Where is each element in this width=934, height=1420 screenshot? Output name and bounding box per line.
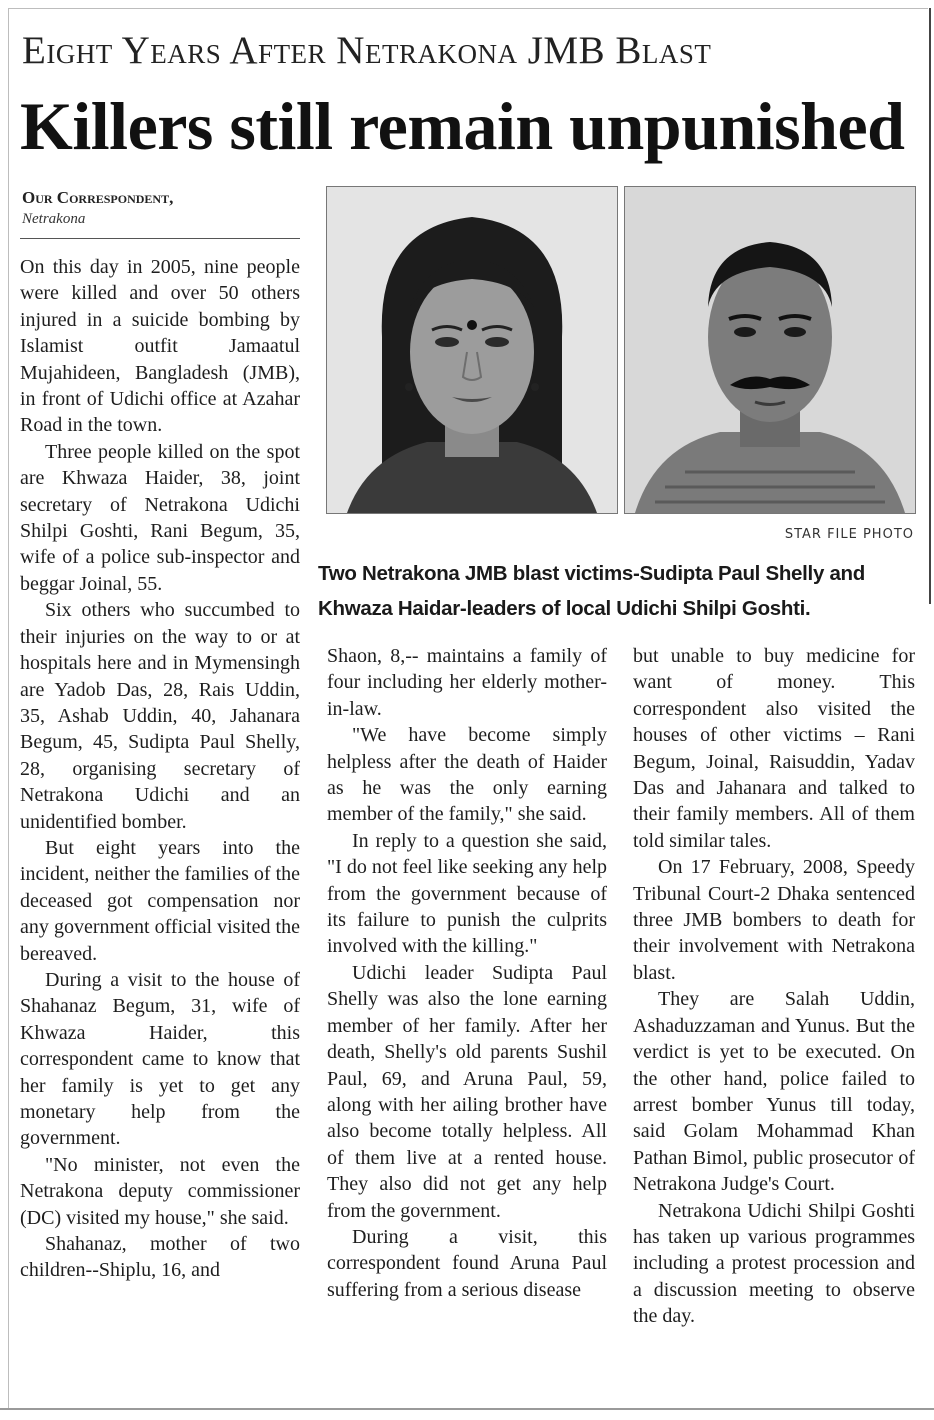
article-headline: Killers still remain unpunished (20, 88, 905, 164)
page-frame-top (8, 8, 928, 9)
dateline: Netrakona (22, 211, 86, 227)
photo-caption-line-1: Two Netrakona JMB blast victims-Sudipta Paul Shelly and (318, 562, 865, 585)
article-kicker: Eight Years After Netrakona JMB Blast (22, 29, 712, 72)
paragraph: "We have become simply helpless after the death of Haider as he was the only earning member of the family," she said. (327, 724, 607, 826)
photo-credit: STAR FILE PHOTO (784, 527, 914, 542)
page-frame-left (8, 8, 9, 1410)
paragraph: During a visit to the house of Shahanaz Begum, 31, wife of Khwaza Haider, this correspondent came to know that her family is yet to get any monetary help from the government. (20, 968, 300, 1150)
paragraph: "No minister, not even the Netrakona deputy commissioner (DC) visited my house," she said. (20, 1153, 300, 1229)
page-frame-bottom (0, 1408, 934, 1410)
page-frame-right (929, 8, 931, 604)
portrait-man-icon (625, 187, 915, 513)
photo-sudipta-paul-shelly (326, 186, 618, 514)
paragraph: Shaon, 8,-- maintains a family of four including her elderly mother-in-law. (327, 645, 607, 720)
paragraph: Shahanaz, mother of two children--Shiplu, 16, and (20, 1233, 300, 1282)
paragraph: They are Salah Uddin, Ashaduzzaman and Yunus. But the verdict is yet to be executed. On the other hand, police failed to arrest bomber Yunus till today, said Golam Mohammad Khan Pathan Bimol, public prosecutor of Netrakona Judge's Court. (633, 988, 915, 1196)
byline: Our Correspondent, (22, 188, 174, 207)
paragraph: but unable to buy medicine for want of money. This correspondent also visited the houses of other victims – Rani Begum, Joinal, Raisuddin, Yadav Das and Jahanara and talked to their family members. All of them told similar tales. (633, 645, 915, 852)
article-column-1 (20, 254, 300, 1400)
paragraph: But eight years into the incident, neither the families of the deceased got compensation nor any government official visited the bereaved. (20, 836, 300, 965)
photo-khwaza-haidar (624, 186, 916, 514)
photo-caption (318, 556, 918, 626)
article-column-2 (327, 643, 607, 1395)
paragraph: On this day in 2005, nine people were killed and over 50 others injured in a suicide bombing by Islamist outfit Jamaatul Mujahideen, Bangladesh (JMB), in front of Udichi office at Azahar Road in the town. (20, 256, 300, 437)
paragraph: Udichi leader Sudipta Paul Shelly was also the lone earning member of her family. After her death, Shelly's old parents Sushil Paul, 69, and Aruna Paul, 59, along with her ailing brother have also become totally helpless. All of them live at a rented house. They also did not get any help from the government. (327, 961, 607, 1222)
portrait-woman-icon (327, 187, 617, 513)
paragraph: Netrakona Udichi Shilpi Goshti has taken up various programmes including a protest procession and a discussion meeting to observe the day. (633, 1199, 915, 1328)
paragraph: During a visit, this correspondent found Aruna Paul suffering from a serious disease (327, 1225, 607, 1301)
article-column-3 (633, 643, 915, 1395)
paragraph: Three people killed on the spot are Khwaza Haider, 38, joint secretary of Netrakona Udichi Shilpi Goshti, Rani Begum, 35, wife of a police sub-inspector and beggar Joinal, 55. (20, 440, 300, 595)
byline-divider (20, 238, 300, 239)
photo-caption-line-2: Khwaza Haidar-leaders of local Udichi Shilpi Goshti. (318, 597, 811, 620)
paragraph: Six others who succumbed to their injuries on the way to or at hospitals here and in Mymensingh are Yadob Das, 28, Rais Uddin, 35, Ashab Uddin, 40, Jahanara Begum, 45, Sudipta Paul Shelly, 28, organising secretary of Netrakona Udichi and an unidentified bomber. (20, 599, 300, 833)
paragraph: In reply to a question she said, "I do not feel like seeking any help from the government because of its failure to punish the culprits involved with the killing." (327, 829, 607, 958)
paragraph: On 17 February, 2008, Speedy Tribunal Court-2 Dhaka sentenced three JMB bombers to death for their involvement with Netrakona blast. (633, 856, 915, 984)
